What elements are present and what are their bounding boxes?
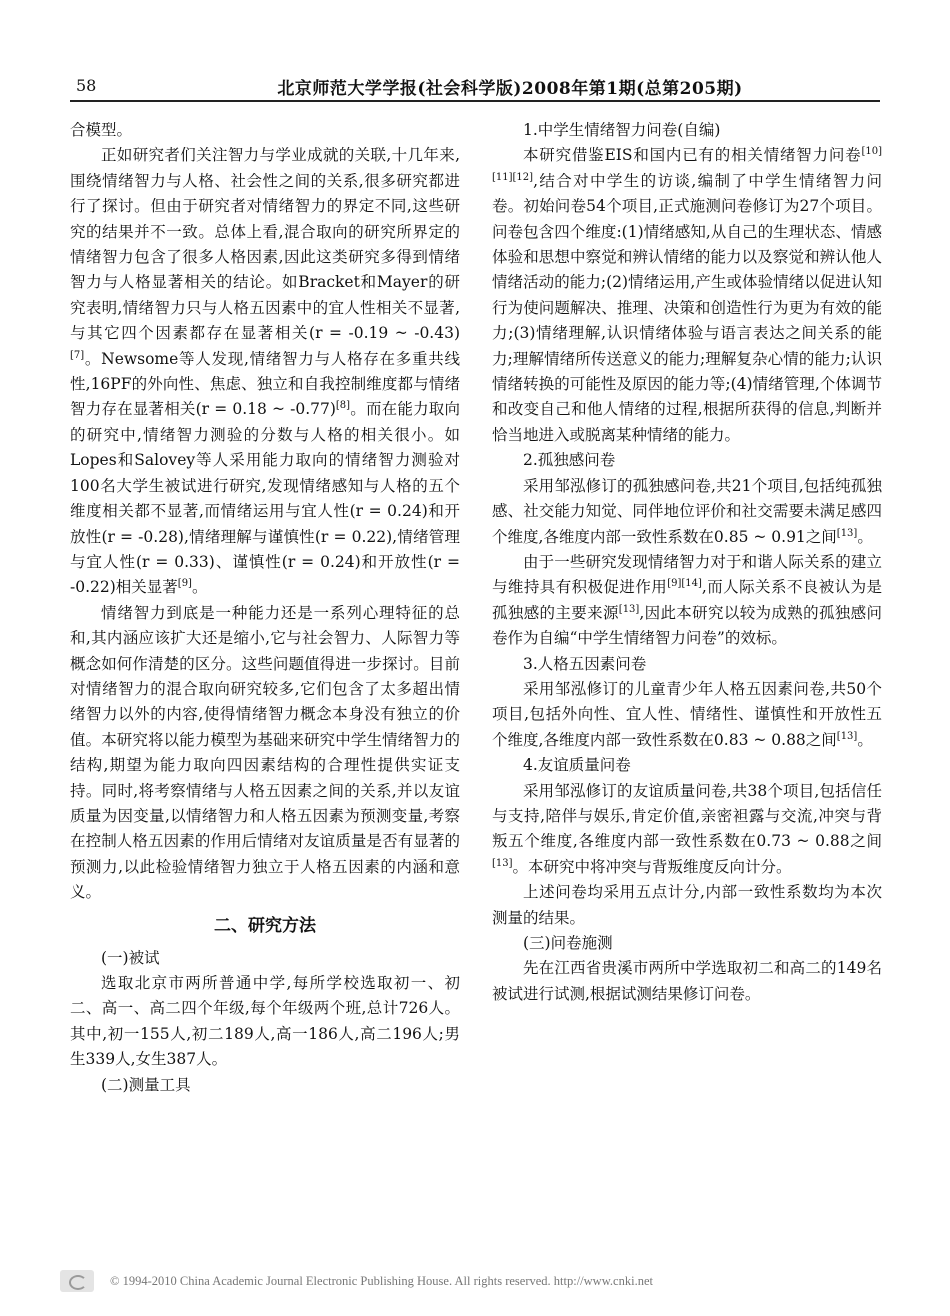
section-heading: 二、研究方法 bbox=[214, 915, 316, 936]
paragraph: 采用邹泓修订的孤独感问卷,共21个项目,包括纯孤独感、社交能力知觉、同伴地位评价和社交需要未满足感四个维度,各维度内部一致性系数在0.85 ~ 0.91之间[13]。 bbox=[492, 476, 882, 546]
subsection-heading: (三)问卷施测 bbox=[523, 934, 613, 952]
paragraph: 合模型。 bbox=[70, 121, 133, 139]
copyright-notice: © 1994-2010 China Academic Journal Electronic Publishing House. All rights reserved. http://www.cnki.net bbox=[110, 1274, 653, 1288]
subsection-heading: (二)测量工具 bbox=[101, 1075, 191, 1094]
running-header bbox=[70, 70, 880, 102]
paragraph: 上述问卷均采用五点计分,内部一致性系数均为本次测量的结果。 bbox=[492, 883, 882, 927]
paragraph: 采用邹泓修订的儿童青少年人格五因素问卷,共50个项目,包括外向性、宜人性、情绪性、谨慎性和开放性五个维度,各维度内部一致性系数在0.83 ~ 0.88之间[13]。 bbox=[492, 679, 882, 749]
subsection-heading: 4.友谊质量问卷 bbox=[523, 756, 631, 775]
subsection-heading: 3.人格五因素问卷 bbox=[523, 654, 647, 673]
cnki-logo-icon bbox=[60, 1270, 94, 1292]
right-column bbox=[492, 118, 882, 1007]
subsection-heading: 1.中学生情绪智力问卷(自编) bbox=[523, 121, 721, 139]
paragraph: 情绪智力到底是一种能力还是一系列心理特征的总和,其内涵应该扩大还是缩小,它与社会智力、人际智力等概念如何作清楚的区分。这些问题值得进一步探讨。目前对情绪智力的混合取向研究较多,它们包含了太多超出情绪智力以外的内容,使得情绪智力概念本身没有独立的价值。本研究将以能力模型为基础来研究中学生情绪智力的结构,期望为能力取向四因素结构的合理性提供实证支持。同时,将考察情绪与人格五因素之间的关系,并以友谊质量为因变量,以情绪智力和人格五因素为预测变量,考察在控制人格五因素的作用后情绪对友谊质量是否有显著的预测力,以此检验情绪智力独立于人格五因素的内涵和意义。 bbox=[70, 603, 460, 902]
left-column bbox=[70, 118, 460, 1098]
subsection-heading: (一)被试 bbox=[101, 948, 160, 967]
paragraph: 采用邹泓修订的友谊质量问卷,共38个项目,包括信任与支持,陪伴与娱乐,肯定价值,亲密袒露与交流,冲突与背叛五个维度,各维度内部一致性系数在0.73 ~ 0.88之间[13]。本研究中将冲突与背叛维度反向计分。 bbox=[492, 781, 882, 876]
journal-title: 北京师范大学学报(社会科学版)2008年第1期(总第205期) bbox=[277, 79, 743, 99]
page-number: 58 bbox=[76, 76, 97, 95]
paragraph: 本研究借鉴EIS和国内已有的相关情绪智力问卷[10][11][12],结合对中学生的访谈,编制了中学生情绪智力问卷。初始问卷54个项目,正式施测问卷修订为27个项目。问卷包含四个维度:(1)情绪感知,从自己的生理状态、情感体验和思想中察觉和辨认情绪的能力以及察觉和辨认他人情绪活动的能力;(2)情绪运用,产生或体验情绪以促进认知行为使问题解决、推理、决策和创造性行为更为有效的能力;(3)情绪理解,认识情绪体验与语言表达之间关系的能力;理解情绪所传送意义的能力;理解复杂心情的能力;认识情绪转换的可能性及原因的能力等;(4)情绪管理,个体调节和改变自己和他人情绪的过程,根据所获得的信息,判断并恰当地进入或脱离某种情绪的能力。 bbox=[492, 146, 882, 444]
paragraph: 正如研究者们关注智力与学业成就的关联,十几年来,围绕情绪智力与人格、社会性之间的关系,很多研究都进行了探讨。但由于研究者对情绪智力的界定不同,这些研究的结果并不一致。总体上看,混合取向的研究所界定的情绪智力包含了很多人格因素,因此这类研究多得到情绪智力与人格显著相关的结论。如Bracket和Mayer的研究表明,情绪智力只与人格五因素中的宜人性相关不显著,与其它四个因素都存在显著相关(r = -0.19 ~ -0.43)[7]。Newsome等人发现,情绪智力与人格存在多重共线性,16PF的外向性、焦虑、独立和自我控制维度都与情绪智力存在显著相关(r = 0.18 ~ -0.77)[8]。而在能力取向的研究中,情绪智力测验的分数与人格的相关很小。如Lopes和Salovey等人采用能力取向的情绪智力测验对100名大学生被试进行研究,发现情绪感知与人格的五个维度相关都不显著,而情绪运用与宜人性(r = 0.24)和开放性(r = -0.28),情绪理解与谨慎性(r = 0.22),情绪管理与宜人性(r = 0.33)、谨慎性(r = 0.24)和开放性(r = -0.22)相关显著[9]。 bbox=[70, 146, 460, 597]
paragraph: 选取北京市两所普通中学,每所学校选取初一、初二、高一、高二四个年级,每个年级两个班,总计726人。其中,初一155人,初二189人,高一186人,高二196人;男生339人,女生387人。 bbox=[70, 974, 460, 1069]
paragraph: 先在江西省贵溪市两所中学选取初二和高二的149名被试进行试测,根据试测结果修订问卷。 bbox=[492, 959, 882, 1003]
subsection-heading: 2.孤独感问卷 bbox=[523, 451, 616, 470]
paragraph: 由于一些研究发现情绪智力对于和谐人际关系的建立与维持具有积极促进作用[9][14],而人际关系不良被认为是孤独感的主要来源[13],因此本研究以较为成熟的孤独感问卷作为自编“中学生情绪智力问卷”的效标。 bbox=[492, 552, 882, 648]
page-footer bbox=[60, 1270, 880, 1294]
